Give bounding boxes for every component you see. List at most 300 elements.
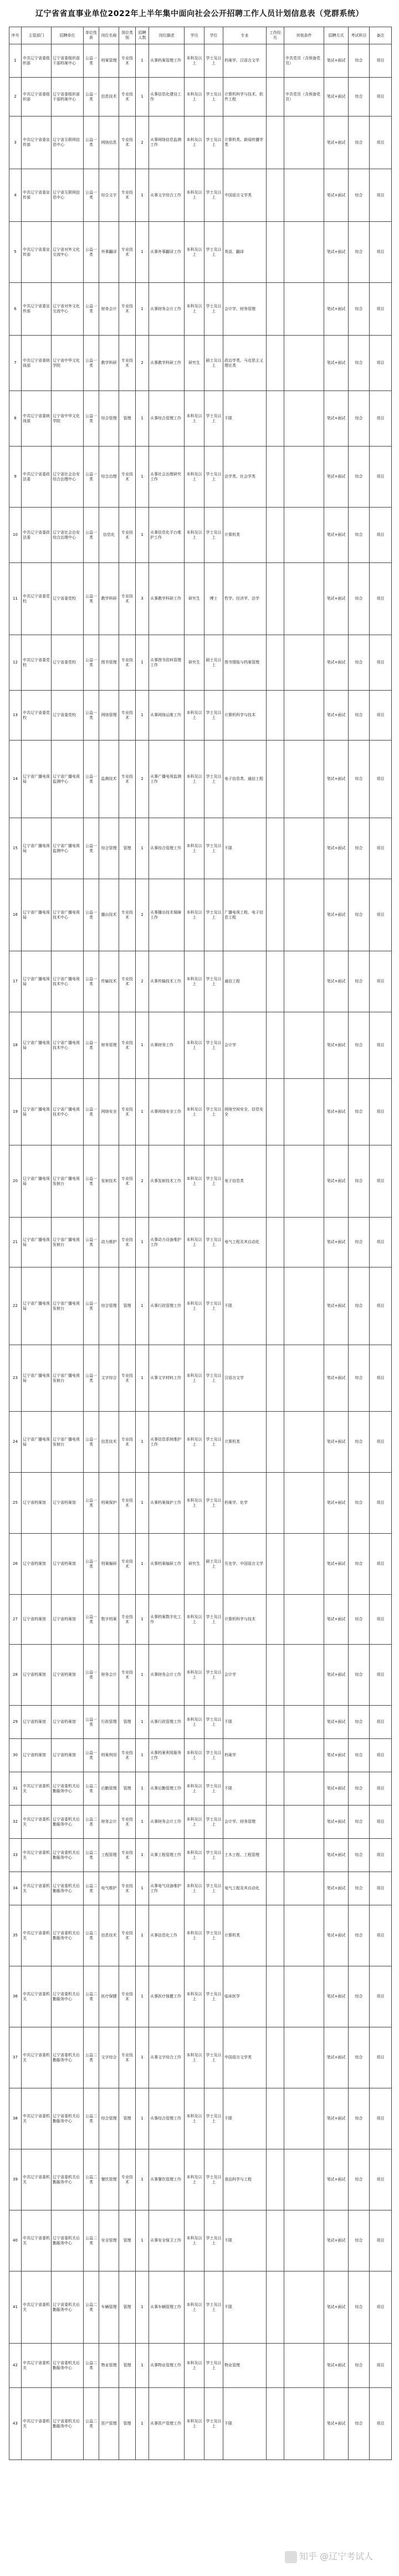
table-cell: 学士及以上 — [204, 2027, 223, 2088]
table-cell: 本科及以上 — [185, 1012, 204, 1079]
table-cell: 项目 — [370, 2210, 392, 2271]
table-cell: 中共辽宁省委宣传部 — [22, 283, 52, 336]
table-cell — [284, 1772, 324, 1806]
table-cell: 公益一类 — [84, 1706, 99, 1739]
table-cell: 学士及以上 — [204, 1473, 223, 1534]
table-cell: 综合 — [349, 1806, 370, 1839]
table-cell: 不限 — [223, 1267, 267, 1345]
column-header: 单位性质 — [84, 27, 99, 44]
column-header: 其他条件 — [284, 27, 324, 44]
table-cell: 笔试+面试 — [324, 2271, 349, 2344]
table-cell: 项目 — [370, 44, 392, 78]
table-row — [9, 2088, 392, 2149]
table-cell: 学士及以上 — [204, 1267, 223, 1345]
table-cell: 1 — [136, 1345, 149, 1412]
table-cell: 38 — [9, 2088, 22, 2149]
table-cell: 辽宁省委机关后勤服务中心 — [52, 2149, 84, 2210]
table-cell: 专业技术 — [119, 1645, 136, 1706]
table-cell: 本科及以上 — [185, 2388, 204, 2460]
table-cell: 项目 — [370, 116, 392, 169]
table-cell: 本科及以上 — [185, 2088, 204, 2149]
table-cell — [267, 1806, 284, 1839]
table-cell: 学士及以上 — [204, 1012, 223, 1079]
table-cell: 研究生 — [185, 635, 204, 691]
table-cell: 综合 — [349, 1739, 370, 1772]
table-cell: 公益一类 — [84, 563, 99, 635]
table-cell: 1 — [136, 691, 149, 741]
table-cell: 从事社会治理研究工作 — [149, 447, 185, 508]
table-cell: 不限 — [223, 1706, 267, 1739]
table-cell — [267, 1145, 284, 1218]
table-cell: 辽宁省委机关后勤服务中心 — [52, 1839, 84, 1872]
table-cell: 不限 — [223, 2271, 267, 2344]
table-cell: 辽宁省委党校 — [52, 563, 84, 635]
table-cell: 中共辽宁省委宣传部 — [22, 169, 52, 222]
table-cell: 1 — [136, 1872, 149, 1905]
table-cell: 图书情报与档案管理 — [223, 635, 267, 691]
table-cell: 管理 — [119, 391, 136, 447]
table-cell: 笔试+面试 — [324, 741, 349, 818]
table-cell: 综合 — [349, 635, 370, 691]
table-cell: 研究生 — [185, 563, 204, 635]
table-row — [9, 1839, 392, 1872]
table-cell: 中共党员（含预备党员） — [284, 78, 324, 116]
table-cell: 43 — [9, 2388, 22, 2460]
table-cell: 综合 — [349, 1218, 370, 1267]
table-cell: 从事行政管理工作 — [149, 1267, 185, 1345]
table-cell: 中共辽宁省委机关 — [22, 1872, 52, 1905]
column-header: 岗位描述 — [149, 27, 185, 44]
table-cell: 本科及以上 — [185, 447, 204, 508]
column-header: 岗位名称 — [99, 27, 119, 44]
table-cell: 33 — [9, 1839, 22, 1872]
table-cell — [267, 2088, 284, 2149]
table-cell: 3 — [136, 563, 149, 635]
table-cell: 管理 — [119, 818, 136, 879]
table-cell — [284, 879, 324, 951]
table-cell: 笔试+面试 — [324, 1806, 349, 1839]
table-cell: 1 — [136, 2027, 149, 2088]
table-cell: 中共辽宁省委政法委 — [22, 447, 52, 508]
table-cell — [284, 563, 324, 635]
table-cell: 从事动力设备维护工作 — [149, 1218, 185, 1267]
table-cell: 笔试+面试 — [324, 818, 349, 879]
table-cell: 硕士及以上 — [204, 336, 223, 391]
table-cell: 发射技术 — [99, 1145, 119, 1218]
table-cell: 辽宁省广播电视发射台 — [52, 1267, 84, 1345]
table-cell: 笔试+面试 — [324, 336, 349, 391]
table-cell — [267, 78, 284, 116]
table-cell: 档案学、化学 — [223, 1473, 267, 1534]
table-cell: 学士及以上 — [204, 391, 223, 447]
table-cell: 专业技术 — [119, 2027, 136, 2088]
table-cell: 学士及以上 — [204, 2388, 223, 2460]
table-cell: 7 — [9, 336, 22, 391]
table-cell: 23 — [9, 1345, 22, 1412]
table-cell: 专业技术 — [119, 1473, 136, 1534]
table-cell: 管理 — [119, 2271, 136, 2344]
table-cell: 计算机类 — [223, 1412, 267, 1473]
table-cell: 辽宁省委机关后勤服务中心 — [52, 1905, 84, 1966]
table-cell: 计算机类、新闻传播学类 — [223, 116, 267, 169]
table-cell: 笔试+面试 — [324, 2088, 349, 2149]
table-cell: 从事行政管理工作 — [149, 1706, 185, 1739]
table-cell: 笔试+面试 — [324, 879, 349, 951]
table-cell: 财务会计 — [99, 1645, 119, 1706]
table-cell: 辽宁省委机关后勤服务中心 — [52, 1772, 84, 1806]
table-cell: 土木工程、工程管理 — [223, 1839, 267, 1872]
table-cell: 项目 — [370, 1345, 392, 1412]
table-cell — [267, 1966, 284, 2027]
table-cell: 学士及以上 — [204, 2210, 223, 2271]
table-cell: 综合 — [349, 1473, 370, 1534]
table-cell: 从事餐饮管理工作 — [149, 2149, 185, 2210]
table-cell — [267, 2344, 284, 2388]
table-cell — [284, 1412, 324, 1473]
table-cell — [267, 2149, 284, 2210]
table-cell: 辽宁省广播电视局 — [22, 1412, 52, 1473]
table-cell: 中共辽宁省委机关 — [22, 2088, 52, 2149]
column-header: 序号 — [9, 27, 22, 44]
table-cell — [284, 169, 324, 222]
table-cell — [284, 2088, 324, 2149]
table-row — [9, 635, 392, 691]
table-cell: 综合 — [349, 1079, 370, 1145]
table-cell: 辽宁省广播电视局 — [22, 818, 52, 879]
table-cell: 1 — [136, 635, 149, 691]
table-cell: 专业技术 — [119, 2149, 136, 2210]
table-cell: 笔试+面试 — [324, 1739, 349, 1772]
table-cell — [284, 1645, 324, 1706]
table-cell — [267, 1706, 284, 1739]
table-cell: 中共辽宁省委机关 — [22, 2027, 52, 2088]
table-cell: 本科及以上 — [185, 1218, 204, 1267]
table-cell: 公益二类 — [84, 2344, 99, 2388]
table-cell: 信息技术 — [99, 1412, 119, 1473]
table-row — [9, 1473, 392, 1534]
table-cell: 公益一类 — [84, 635, 99, 691]
table-cell: 本科及以上 — [185, 1806, 204, 1839]
table-cell: 24 — [9, 1412, 22, 1473]
table-cell: 本科及以上 — [185, 1739, 204, 1772]
table-cell: 广播电视工程、电子信息工程 — [223, 879, 267, 951]
table-cell: 1 — [136, 2088, 149, 2149]
table-cell: 从事播出技术保障工作 — [149, 879, 185, 951]
table-cell: 从事文字综合工作 — [149, 2027, 185, 2088]
table-cell: 公益一类 — [84, 741, 99, 818]
table-cell: 30 — [9, 1739, 22, 1772]
table-cell: 本科及以上 — [185, 818, 204, 879]
table-cell: 公益一类 — [84, 44, 99, 78]
table-row — [9, 391, 392, 447]
table-cell — [284, 2210, 324, 2271]
table-cell: 辽宁省广播电视发射台 — [52, 1145, 84, 1218]
table-cell: 本科及以上 — [185, 391, 204, 447]
table-cell: 本科及以上 — [185, 1595, 204, 1645]
table-cell: 笔试+面试 — [324, 1706, 349, 1739]
table-cell: 传输技术 — [99, 951, 119, 1012]
watermark — [285, 2549, 373, 2563]
table-cell: 8 — [9, 391, 22, 447]
table-cell: 公益一类 — [84, 951, 99, 1012]
table-cell: 从事工程管理工作 — [149, 1839, 185, 1872]
table-cell: 辽宁省委党校 — [52, 691, 84, 741]
table-cell: 42 — [9, 2344, 22, 2388]
table-cell: 辽宁省广播电视局 — [22, 879, 52, 951]
table-cell — [267, 1595, 284, 1645]
table-cell: 中共辽宁省委组织部 — [22, 44, 52, 78]
table-cell: 1 — [136, 2149, 149, 2210]
table-cell: 本科及以上 — [185, 1966, 204, 2027]
table-cell: 公益一类 — [84, 1645, 99, 1706]
table-cell: 学士及以上 — [204, 879, 223, 951]
table-cell: 辽宁省广播电视发射台 — [52, 1412, 84, 1473]
table-cell: 笔试+面试 — [324, 2344, 349, 2388]
table-cell — [284, 2344, 324, 2388]
table-row — [9, 879, 392, 951]
table-row — [9, 78, 392, 116]
table-cell: 综合 — [349, 116, 370, 169]
table-cell — [267, 741, 284, 818]
table-cell: 专业技术 — [119, 951, 136, 1012]
table-cell: 学士及以上 — [204, 1706, 223, 1739]
table-cell: 研究生 — [185, 1534, 204, 1595]
table-cell: 辽宁省委机关后勤服务中心 — [52, 2210, 84, 2271]
table-cell: 公益二类 — [84, 1872, 99, 1905]
table-cell: 中共辽宁省委统战部 — [22, 336, 52, 391]
table-row — [9, 1412, 392, 1473]
table-cell: 17 — [9, 951, 22, 1012]
table-cell: 法学类、社会学类 — [223, 447, 267, 508]
table-cell: 从事网络安全工作 — [149, 1079, 185, 1145]
table-cell: 辽宁省广播电视监测中心 — [52, 741, 84, 818]
table-cell — [284, 2271, 324, 2344]
table-cell: 专业技术 — [119, 879, 136, 951]
table-cell: 1 — [136, 508, 149, 563]
table-cell: 本科及以上 — [185, 44, 204, 78]
table-cell: 31 — [9, 1772, 22, 1806]
table-row — [9, 2149, 392, 2210]
table-cell: 综合 — [349, 1534, 370, 1595]
table-cell: 35 — [9, 1905, 22, 1966]
table-cell: 综合 — [349, 1412, 370, 1473]
table-cell: 本科及以上 — [185, 691, 204, 741]
table-cell: 项目 — [370, 2271, 392, 2344]
table-cell: 综合 — [349, 951, 370, 1012]
table-cell: 学士及以上 — [204, 1806, 223, 1839]
table-cell: 项目 — [370, 391, 392, 447]
table-row — [9, 44, 392, 78]
table-cell: 中共辽宁省委统战部 — [22, 391, 52, 447]
table-cell — [267, 563, 284, 635]
table-cell: 综合 — [349, 741, 370, 818]
table-cell: 公益一类 — [84, 508, 99, 563]
table-cell: 公益二类 — [84, 2388, 99, 2460]
table-cell: 1 — [136, 447, 149, 508]
table-row — [9, 1345, 392, 1412]
table-cell: 公益一类 — [84, 336, 99, 391]
table-cell: 图书管理 — [99, 635, 119, 691]
table-cell: 项目 — [370, 169, 392, 222]
table-cell: 计算机科学与技术 — [223, 1595, 267, 1645]
table-row — [9, 563, 392, 635]
table-cell: 会计学、财务管理 — [223, 283, 267, 336]
table-cell: 动力维护 — [99, 1218, 119, 1267]
table-cell: 4 — [9, 169, 22, 222]
table-cell: 财务管理 — [99, 1012, 119, 1079]
table-cell — [267, 1218, 284, 1267]
table-cell: 学士及以上 — [204, 2271, 223, 2344]
table-cell: 笔试+面试 — [324, 283, 349, 336]
table-cell: 笔试+面试 — [324, 1145, 349, 1218]
table-cell: 辽宁省互联网信息中心 — [52, 169, 84, 222]
table-cell: 1 — [136, 1806, 149, 1839]
table-cell: 综合管理 — [99, 391, 119, 447]
table-cell: 项目 — [370, 1872, 392, 1905]
table-cell: 学士及以上 — [204, 78, 223, 116]
table-cell: 公益二类 — [84, 2210, 99, 2271]
table-cell: 辽宁省委机关后勤服务中心 — [52, 2271, 84, 2344]
table-cell: 从事教学科研工作 — [149, 563, 185, 635]
table-cell: 40 — [9, 2210, 22, 2271]
table-cell: 中共辽宁省委党校 — [22, 563, 52, 635]
table-row — [9, 1534, 392, 1595]
table-row — [9, 741, 392, 818]
table-cell: 2 — [9, 78, 22, 116]
table-cell: 项目 — [370, 2388, 392, 2460]
table-cell: 辽宁省广播电视技术中心 — [52, 951, 84, 1012]
table-cell: 项目 — [370, 1218, 392, 1267]
table-cell: 公益一类 — [84, 1473, 99, 1534]
table-cell — [267, 391, 284, 447]
table-cell — [267, 1534, 284, 1595]
table-cell: 专业技术 — [119, 1412, 136, 1473]
table-cell — [284, 336, 324, 391]
table-cell: 公益一类 — [84, 879, 99, 951]
table-cell: 硕士及以上 — [204, 635, 223, 691]
table-cell: 电气工程及其自动化 — [223, 1872, 267, 1905]
table-cell: 1 — [136, 222, 149, 283]
table-cell: 29 — [9, 1706, 22, 1739]
table-cell: 学士及以上 — [204, 44, 223, 78]
table-cell: 从事电气设备维护工作 — [149, 1872, 185, 1905]
table-cell — [284, 951, 324, 1012]
table-cell: 外事翻译 — [99, 222, 119, 283]
table-cell: 综合 — [349, 1595, 370, 1645]
table-row — [9, 1145, 392, 1218]
table-cell: 综合 — [349, 563, 370, 635]
table-cell: 笔试+面试 — [324, 1905, 349, 1966]
table-cell: 1 — [136, 283, 149, 336]
table-cell: 电子信息类 — [223, 1145, 267, 1218]
table-cell: 项目 — [370, 1645, 392, 1706]
table-cell: 2 — [136, 741, 149, 818]
table-cell: 学士及以上 — [204, 1772, 223, 1806]
table-cell: 从事档案数字化工作 — [149, 1595, 185, 1645]
table-cell: 笔试+面试 — [324, 1839, 349, 1872]
table-cell: 从事文字材料工作 — [149, 1345, 185, 1412]
table-row — [9, 169, 392, 222]
table-cell: 学士及以上 — [204, 1218, 223, 1267]
table-cell: 笔试+面试 — [324, 222, 349, 283]
table-row — [9, 1966, 392, 2027]
table-cell: 笔试+面试 — [324, 44, 349, 78]
table-cell: 笔试+面试 — [324, 1267, 349, 1345]
table-cell — [267, 1079, 284, 1145]
table-cell: 综合管理 — [99, 818, 119, 879]
table-cell: 中共辽宁省委宣传部 — [22, 222, 52, 283]
table-cell: 学士及以上 — [204, 116, 223, 169]
table-cell: 学士及以上 — [204, 169, 223, 222]
table-cell: 辽宁省广播电视发射台 — [52, 1218, 84, 1267]
table-cell: 2 — [136, 116, 149, 169]
table-cell: 辽宁省广播电视局 — [22, 1345, 52, 1412]
table-cell: 辽宁省档案馆 — [52, 1739, 84, 1772]
table-cell: 项目 — [370, 222, 392, 283]
table-cell: 28 — [9, 1645, 22, 1706]
table-cell: 专业技术 — [119, 1218, 136, 1267]
table-cell: 中共辽宁省委宣传部 — [22, 116, 52, 169]
table-cell: 医疗保健 — [99, 1966, 119, 2027]
table-cell: 从事综合管理工作 — [149, 2088, 185, 2149]
table-cell — [267, 508, 284, 563]
table-cell: 管理 — [119, 2210, 136, 2271]
table-cell: 综合文字 — [99, 169, 119, 222]
table-cell: 管理 — [119, 1706, 136, 1739]
table-cell: 项目 — [370, 1905, 392, 1966]
table-cell: 公益一类 — [84, 691, 99, 741]
table-cell: 公益一类 — [84, 1534, 99, 1595]
table-cell: 中共辽宁省委机关 — [22, 2344, 52, 2388]
table-cell — [284, 116, 324, 169]
table-cell: 综合 — [349, 2210, 370, 2271]
table-cell — [267, 1905, 284, 1966]
table-cell: 从事信息系统维护工作 — [149, 1412, 185, 1473]
table-cell — [284, 1534, 324, 1595]
table-cell: 项目 — [370, 447, 392, 508]
table-cell: 会计学、财务管理 — [223, 1806, 267, 1839]
table-cell: 中国语言文学类 — [223, 2027, 267, 2088]
table-cell: 学士及以上 — [204, 222, 223, 283]
table-cell: 专业技术 — [119, 563, 136, 635]
table-cell: 专业技术 — [119, 283, 136, 336]
table-row — [9, 2210, 392, 2271]
table-header-row — [9, 27, 392, 44]
column-header: 岗位类别 — [119, 27, 136, 44]
table-cell: 从事安全保卫工作 — [149, 2210, 185, 2271]
table-cell: 学士及以上 — [204, 447, 223, 508]
table-cell: 专业技术 — [119, 1595, 136, 1645]
table-cell: 从事网络信息监测工作 — [149, 116, 185, 169]
table-cell: 项目 — [370, 2149, 392, 2210]
table-cell: 专业技术 — [119, 1739, 136, 1772]
table-cell: 专业技术 — [119, 1806, 136, 1839]
table-cell: 本科及以上 — [185, 1905, 204, 1966]
table-cell: 临床医学 — [223, 1966, 267, 2027]
table-cell: 档案保护 — [99, 1473, 119, 1534]
table-cell: 辽宁省广播电视局 — [22, 951, 52, 1012]
table-cell: 专业技术 — [119, 1839, 136, 1872]
table-cell: 文字综合 — [99, 1345, 119, 1412]
table-cell: 辽宁省档案馆 — [22, 1739, 52, 1772]
table-cell: 辽宁省广播电视局 — [22, 1012, 52, 1079]
table-cell: 从事档案管理工作 — [149, 44, 185, 78]
table-cell: 本科及以上 — [185, 222, 204, 283]
table-cell: 综合 — [349, 169, 370, 222]
table-cell: 综合 — [349, 1145, 370, 1218]
table-cell: 播出技术 — [99, 879, 119, 951]
table-cell: 综合 — [349, 691, 370, 741]
